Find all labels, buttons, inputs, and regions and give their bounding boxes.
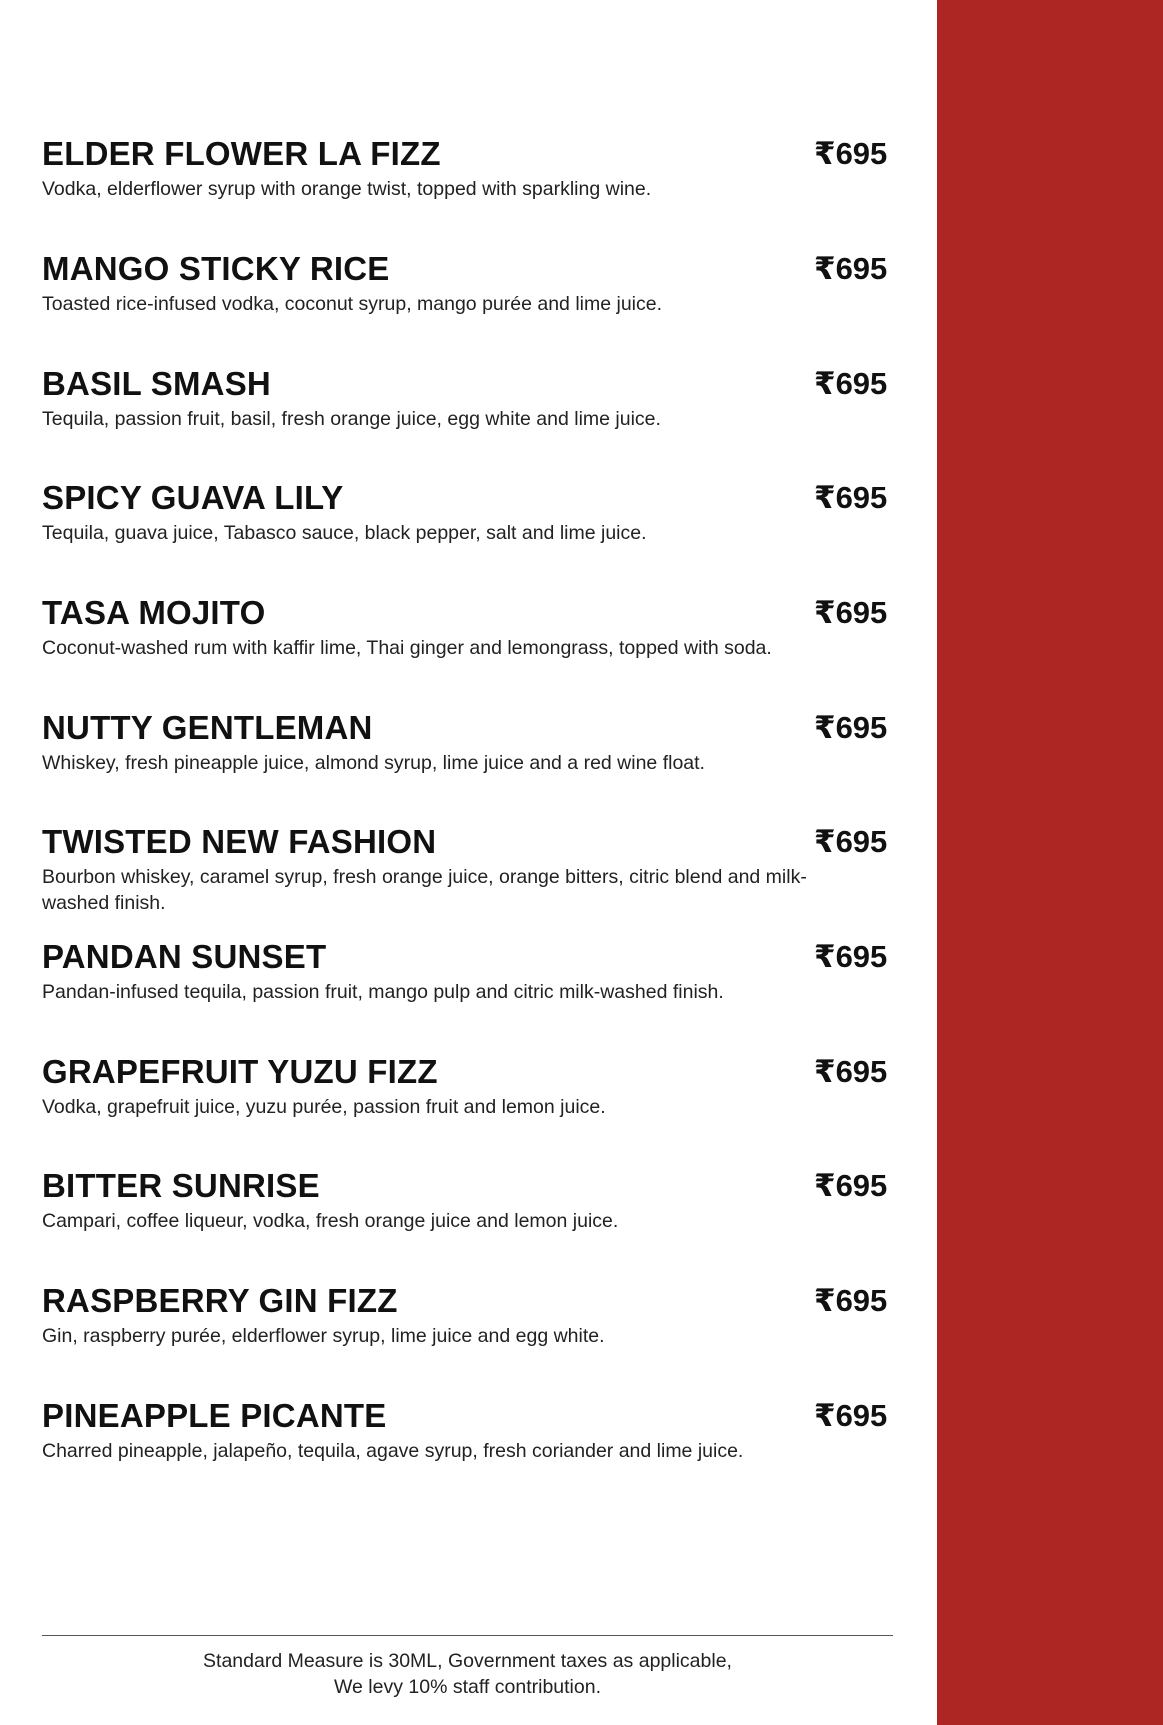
item-price: ₹695 — [814, 1168, 888, 1203]
item-price: ₹695 — [814, 595, 888, 630]
item-description: Charred pineapple, jalapeño, tequila, agave syrup, fresh coriander and lime juice. — [42, 1440, 744, 1462]
item-description: Pandan-infused tequila, passion fruit, mango pulp and citric milk-washed finish. — [42, 981, 724, 1003]
menu-item — [42, 1168, 937, 1234]
item-name: RASPBERRY GIN FIZZ — [42, 1282, 398, 1319]
menu-item — [42, 710, 937, 776]
item-description: Bourbon whiskey, caramel syrup, fresh orange juice, orange bitters, citric blend and milk-washed finish. — [42, 866, 807, 914]
red-side-band — [937, 0, 1163, 1725]
item-name: NUTTY GENTLEMAN — [42, 709, 373, 746]
menu-item — [42, 1398, 937, 1464]
item-price: ₹695 — [814, 824, 888, 859]
item-description: Tequila, passion fruit, basil, fresh orange juice, egg white and lime juice. — [42, 408, 661, 430]
footer-line: We levy 10% staff contribution. — [333, 1676, 601, 1698]
item-name: ELDER FLOWER LA FIZZ — [42, 135, 441, 172]
menu-item — [42, 1283, 937, 1349]
item-name: MANGO STICKY RICE — [42, 250, 390, 287]
footer-line: Standard Measure is 30ML, Government taxes as applicable, — [203, 1650, 732, 1672]
item-description: Campari, coffee liqueur, vodka, fresh orange juice and lemon juice. — [42, 1210, 619, 1232]
item-name: BITTER SUNRISE — [42, 1167, 320, 1204]
item-description: Vodka, grapefruit juice, yuzu purée, passion fruit and lemon juice. — [42, 1096, 606, 1118]
item-price: ₹695 — [814, 366, 888, 401]
item-name: SPICY GUAVA LILY — [42, 479, 344, 516]
item-price: ₹695 — [814, 251, 888, 286]
menu-item — [42, 251, 937, 317]
menu-item — [42, 366, 937, 432]
menu-item — [42, 1054, 937, 1120]
item-name: TWISTED NEW FASHION — [42, 823, 437, 860]
item-description: Vodka, elderflower syrup with orange twist, topped with sparkling wine. — [42, 178, 652, 200]
item-description: Gin, raspberry purée, elderflower syrup, lime juice and egg white. — [42, 1325, 605, 1347]
item-description: Coconut-washed rum with kaffir lime, Thai ginger and lemongrass, topped with soda. — [42, 637, 772, 659]
item-name: PANDAN SUNSET — [42, 938, 327, 975]
item-name: TASA MOJITO — [42, 594, 266, 631]
item-description: Whiskey, fresh pineapple juice, almond syrup, lime juice and a red wine float. — [42, 752, 705, 774]
item-name: BASIL SMASH — [42, 365, 271, 402]
item-price: ₹695 — [814, 480, 888, 515]
item-description: Tequila, guava juice, Tabasco sauce, black pepper, salt and lime juice. — [42, 522, 647, 544]
menu-item — [42, 480, 937, 546]
item-name: GRAPEFRUIT YUZU FIZZ — [42, 1053, 438, 1090]
item-price: ₹695 — [814, 1398, 888, 1433]
item-price: ₹695 — [814, 136, 888, 171]
item-price: ₹695 — [814, 939, 888, 974]
item-name: PINEAPPLE PICANTE — [42, 1397, 387, 1434]
item-price: ₹695 — [814, 1283, 888, 1318]
item-price: ₹695 — [814, 710, 888, 745]
menu-item — [42, 595, 937, 661]
footer-divider — [42, 1635, 893, 1636]
menu-item — [42, 939, 937, 1005]
item-description: Toasted rice-infused vodka, coconut syrup, mango purée and lime juice. — [42, 293, 663, 315]
item-price: ₹695 — [814, 1054, 888, 1089]
footer-note — [42, 1648, 893, 1700]
menu-item — [42, 824, 937, 916]
menu-item — [42, 136, 937, 202]
